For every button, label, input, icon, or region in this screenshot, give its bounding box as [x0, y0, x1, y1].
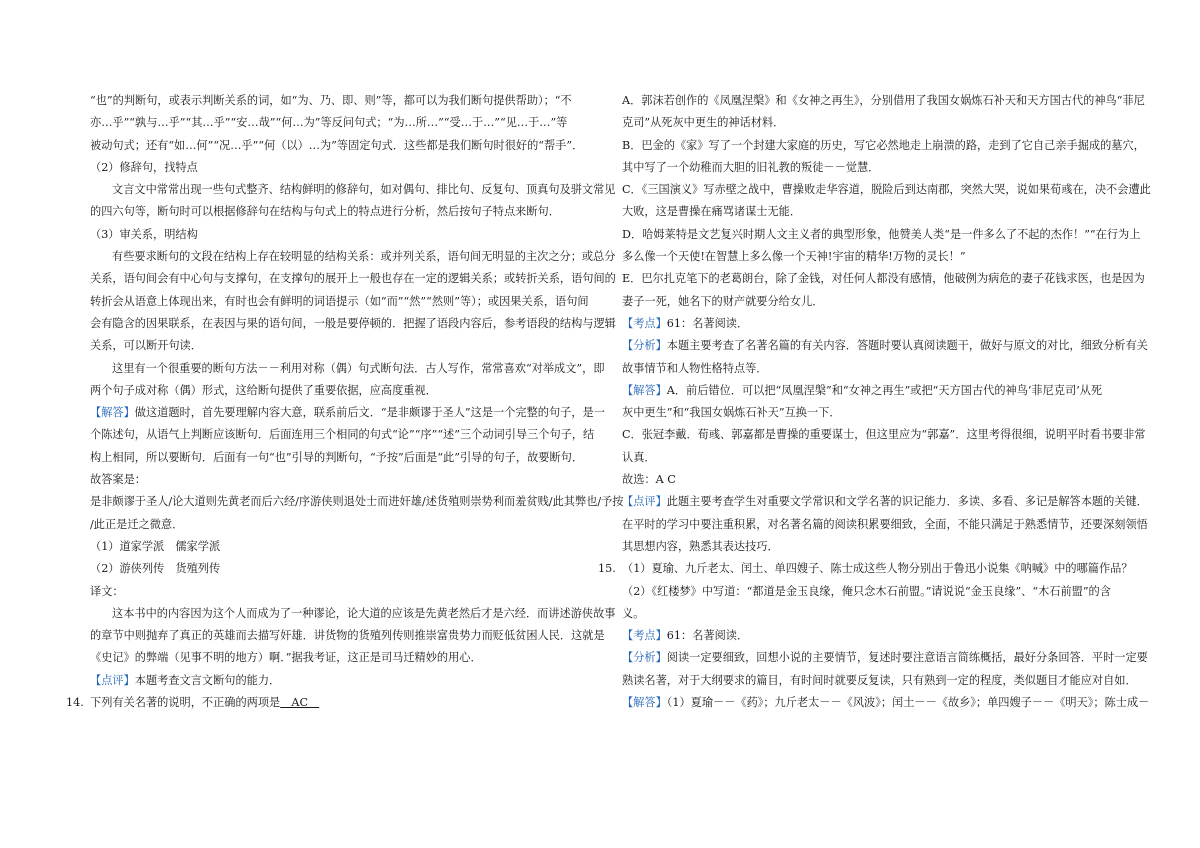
- line-text: 本题主要考查了名著名篇的有关内容．答题时要认真阅读题干，做好与原文的对比，细致分析有关: [666, 339, 1148, 353]
- line-text: D．哈姆莱特是文艺复兴时期人文主义者的典型形象，他赞美人类“是一件多么了不起的杰作！”“在行为上: [622, 227, 1141, 241]
- text-line: [622, 90, 1145, 112]
- text-line: [622, 491, 1148, 513]
- line-text: 阅读一定要细致，回想小说的主要情节，复述时要注意语言简练概括，最好分条回答．平时一定要: [666, 651, 1148, 665]
- text-line: [622, 335, 1148, 357]
- section-tag: 【点评】: [622, 495, 667, 509]
- line-text: A．郭沫若创作的《凤凰涅槃》和《女神之再生》，分别借用了我国女娲炼石补天和天方国古代的神鸟“菲尼: [622, 94, 1145, 107]
- text-line: [622, 224, 1141, 246]
- line-text: 故答案是：: [90, 473, 146, 487]
- text-line: [622, 358, 1132, 380]
- line-text: E．巴尔扎克笔下的老葛朗台，除了金钱，对任何人都没有感情，他破例为病危的妻子花钱求医，也是因为: [622, 272, 1145, 286]
- text-line: [90, 90, 590, 112]
- text-line: [622, 469, 1132, 491]
- line-text: 61：名著阅读．: [666, 316, 749, 330]
- text-line: [622, 692, 1150, 714]
- text-line: [90, 424, 595, 446]
- line-text: 个陈述句，从语气上判断应该断句．后面连用三个相同的句式“论”“序”“述”三个动词引导三个句子，结: [90, 428, 595, 442]
- line-text: 是非颇谬于圣人/论大道则先黄老而后六经/序游侠则退处士而进奸雄/述货殖则崇势利而羞贫贱/此其弊也/予按: [90, 495, 624, 509]
- line-text: 大败，这是曹操在痛骂诸谋士无能．: [622, 205, 802, 219]
- line-text: “也”的判断句，或表示判断关系的词，如“为、乃、即、则”等，都可以为我们断句提供帮助）；“不: [90, 94, 572, 107]
- text-line: [90, 536, 590, 558]
- text-line: [622, 514, 1148, 536]
- text-line: [90, 514, 590, 536]
- text-line: [622, 201, 1132, 223]
- line-text: （3）审关系，明结构: [90, 227, 198, 241]
- line-text: 其思想内容，熟悉其表达技巧．: [622, 539, 779, 553]
- line-text: 亦…乎”“孰与…乎”“其…乎”“安…哉”“何…为”等反问句式；“为…所…”“受…于…”“见…于…”等: [90, 116, 568, 130]
- text-line: [90, 224, 590, 246]
- text-line: 15. （1）夏瑜、九斤老太、闰土、单四嫂子、陈士成这些人物分别出于鲁迅小说集《呐喊》中的哪篇作品？: [598, 562, 1133, 576]
- text-line: [90, 291, 590, 313]
- text-line: [90, 201, 590, 223]
- text-line: [622, 157, 1132, 179]
- text-line: [622, 135, 1145, 157]
- line-text: 的四六句等，断句时可以根据修辞句在结构与句式上的特点进行分析，然后按句子特点来断句．: [90, 205, 560, 219]
- text-line: [90, 380, 590, 402]
- text-line: [90, 179, 616, 201]
- line-text: 在平时的学习中要注重积累，对名著名篇的阅读积累要细致，全面，不能只满足于熟悉情节，还要深刻领悟: [622, 517, 1148, 531]
- line-text: C．《三国演义》写赤壁之战中，曹操败走华容道，脱险后到达南郡，突然大哭，说如果荀彧在，决不会遭此: [622, 183, 1151, 197]
- line-text: 构上相同，所以要断句．后面有一句“也”引导的判断句，“予按”后面是“此”引导的句子，故要断句．: [90, 450, 584, 464]
- line-text: 有些要求断句的文段在结构上存在较明显的结构关系：或并列关系，语句间无明显的主次之分；或总分: [112, 250, 616, 264]
- text-line: [90, 603, 616, 625]
- line-text: 译文：: [90, 584, 124, 598]
- text-line: [622, 313, 1132, 335]
- text-line: [90, 491, 624, 513]
- text-line: [622, 647, 1148, 669]
- line-text: 多么像一个天使!在智慧上多么像一个天神!宇宙的精华!万物的灵长！”: [622, 250, 966, 264]
- line-text: C．张冠李戴．荀彧、郭嘉都是曹操的重要谋士，但这里应为“郭嘉”．这里考得很细，说明平时看书要非常: [622, 428, 1146, 442]
- text-line: [622, 603, 1132, 625]
- line-text: 做这道题时，首先要理解内容大意，联系前后文．“是非颇谬于圣人”这是一个完整的句子，是一: [134, 406, 605, 420]
- line-text: （2）《红楼梦》中写道：“都道是金玉良缘，俺只念木石前盟。”请说说“金玉良缘”、“木石前盟”的含: [622, 584, 1111, 598]
- line-text: 《史记》的弊端（见事不明的地方）啊．”据我考证，这正是司马迁精妙的用心．: [90, 651, 482, 665]
- text-line: [90, 313, 616, 335]
- line-text: 故选：A C: [622, 473, 676, 487]
- text-line: [90, 112, 590, 134]
- line-text: 关系，可以断开句读．: [90, 339, 202, 353]
- line-text: 认真．: [622, 450, 656, 464]
- line-text: （1）夏瑜－－《药》；九斤老太－－《风波》；闰土－－《故乡》；单四嫂子－－《明天》；陈士成－: [666, 696, 1150, 710]
- text-line: [622, 402, 1132, 424]
- line-text: 转折会从语意上体现出来，有时也会有鲜明的词语提示（如“而”“然”“然则”等）；或因果关系，语句间: [90, 294, 589, 308]
- line-text: 61：名著阅读．: [666, 629, 749, 643]
- line-text: 这本书中的内容因为这个人而成为了一种谬论，论大道的应该是先黄老然后才是六经．而讲述游侠故事: [112, 606, 616, 620]
- section-tag: 【点评】: [90, 673, 135, 687]
- text-line: [90, 135, 590, 157]
- line-text: 熟读名著，对于大纲要求的篇目，有时间时就要反复读，只有熟到一定的程度，类似题目才能应对自如．: [622, 673, 1137, 687]
- line-text: 克司”从死灰中更生的神话材料．: [622, 116, 785, 130]
- text-line: [622, 268, 1145, 290]
- text-line: [622, 291, 1132, 313]
- text-line: [622, 424, 1146, 446]
- line-text: 关系，语句间会有中心句与支撑句，在支撑句的展开上一般也存在一定的逻辑关系；或转折关系，语句间的: [90, 272, 616, 286]
- text-line: [90, 335, 590, 357]
- left-column: [66, 90, 624, 714]
- line-text: 的章节中则抛弃了真正的英雄而去描写奸雄．讲货物的货殖列传则推崇富贵势力而贬低贫困人民．这就是: [90, 629, 605, 643]
- line-text: 文言文中常常出现一些句式整齐、结构鲜明的修辞句，如对偶句、排比句、反复句、顶真句及骈文常见: [112, 183, 616, 197]
- line-text: A．前后错位．可以把“凤凰涅槃”和“女神之再生”或把“天方国古代的神鸟‘菲尼克司’从死: [666, 383, 1103, 397]
- line-text: （1）道家学派 儒家学派: [90, 539, 221, 553]
- section-tag: 【考点】: [622, 629, 667, 643]
- text-line: [622, 179, 1151, 201]
- line-text: 两个句子成对称（偶）形式，这给断句提供了重要依据，应高度重视．: [90, 383, 437, 397]
- section-tag: 【解答】: [622, 696, 667, 710]
- text-line: [622, 380, 1132, 402]
- line-text: 故事情节和人物性格特点等．: [622, 361, 768, 375]
- section-tag: 【分析】: [622, 339, 667, 353]
- section-tag: 【考点】: [622, 316, 667, 330]
- text-line: [90, 447, 590, 469]
- text-line: [90, 402, 605, 424]
- text-line: [90, 469, 590, 491]
- line-text: 会有隐含的因果联系，在表因与果的语句间，一般是要停顿的．把握了语段内容后，参考语段的结构与逻辑: [90, 316, 616, 330]
- text-line: [90, 581, 590, 603]
- section-tag: 【解答】: [90, 406, 135, 420]
- text-line: [622, 447, 1132, 469]
- section-tag: 【分析】: [622, 651, 667, 665]
- line-text: 下列有关名著的说明，不正确的两项是: [90, 696, 281, 710]
- line-text: 此题主要考查学生对重要文学常识和文学名著的识记能力．多读、多看、多记是解答本题的关键．: [666, 495, 1148, 509]
- answer-blank: AC: [280, 696, 320, 710]
- right-column: [598, 90, 1151, 714]
- line-text: /此正是迁之微意．: [90, 517, 184, 531]
- line-text: 义。: [622, 606, 645, 620]
- line-text: 妻子一死，她名下的财产就要分给女儿．: [622, 294, 824, 308]
- line-text: 这里有一个很重要的断句方法－－利用对称（偶）句式断句法．古人写作，常常喜欢“对举成文”，即: [112, 361, 605, 375]
- line-text: （2）游侠列传 货殖列传: [90, 562, 221, 576]
- text-line: [622, 112, 1132, 134]
- text-line: 14. 下列有关名著的说明，不正确的两项是 AC: [66, 696, 320, 710]
- section-tag: 【解答】: [622, 383, 667, 397]
- line-text: B．巴金的《家》写了一个封建大家庭的历史，写它必然地走上崩溃的路，走到了它自己亲手掘成的墓穴，: [622, 138, 1145, 152]
- text-line: [90, 647, 590, 669]
- text-line: [622, 581, 1132, 603]
- line-text: 灰中更生”和“我国女娲炼石补天”互换一下．: [622, 406, 841, 420]
- text-line: [622, 536, 1132, 558]
- text-line: [622, 625, 1132, 647]
- line-text: 本题考查文言文断句的能力．: [134, 673, 281, 687]
- text-line: [90, 157, 590, 179]
- line-text: （2）修辞句，找特点: [90, 160, 198, 174]
- text-line: [90, 558, 590, 580]
- line-text: 被动句式；还有“如…何”“况…乎”“何（以）…为”等固定句式．这些都是我们断句时很好的“帮手”．: [90, 138, 584, 152]
- text-line: [90, 246, 616, 268]
- text-line: [90, 670, 590, 692]
- line-text: 其中写了一个幼稚而大胆的旧礼教的叛徒－－觉慧．: [622, 160, 880, 174]
- text-line: [90, 268, 616, 290]
- line-text: （1）夏瑜、九斤老太、闰土、单四嫂子、陈士成这些人物分别出于鲁迅小说集《呐喊》中的哪篇作品？: [622, 562, 1133, 576]
- text-line: [622, 246, 1132, 268]
- text-line: [622, 670, 1137, 692]
- text-line: [90, 358, 605, 380]
- text-line: [90, 625, 605, 647]
